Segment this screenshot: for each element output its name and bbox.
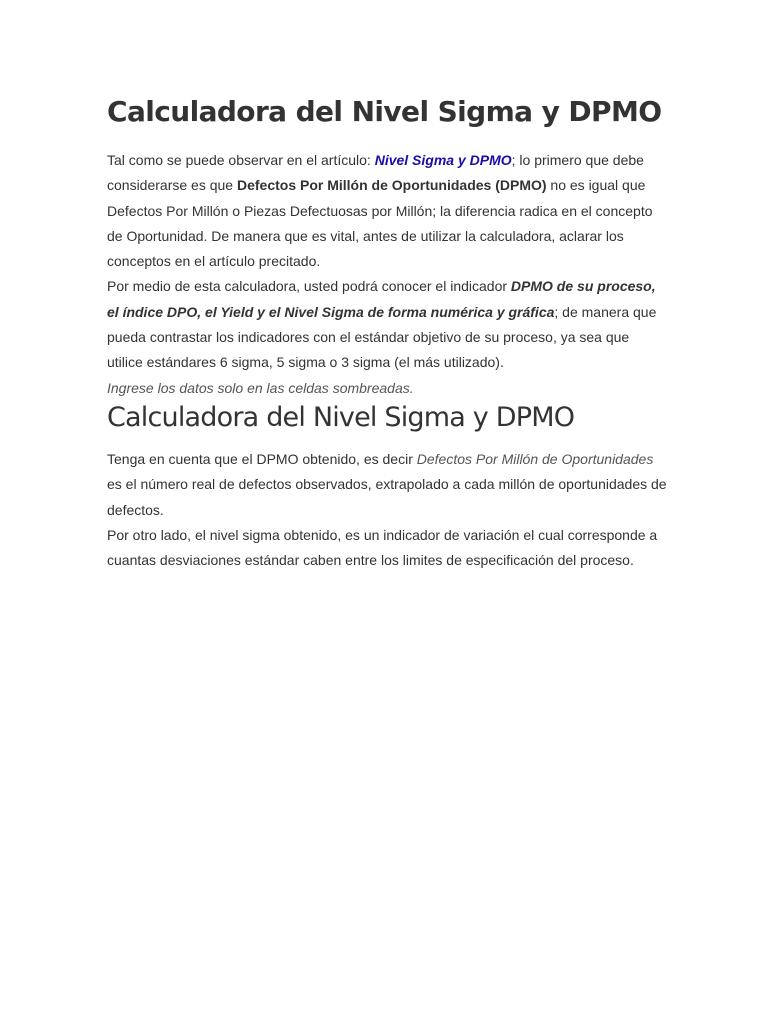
intro-text: no es igual que Defectos Por Millón o Piezas Defectuosas por Millón; la diferencia radica en el concepto de Oportunidad. De manera que es vital, antes de utilizar la calculadora, aclarar los conceptos en el artículo precitado. bbox=[107, 177, 653, 270]
intro-text: Tal como se puede observar en el artículo: bbox=[107, 152, 375, 168]
intro-paragraph-1 bbox=[107, 148, 667, 274]
indicators-emphasis: DPMO de su proceso, el índice DPO, el Yield y el Nivel Sigma de forma numérica y gráfica bbox=[107, 278, 656, 320]
details-text: Tenga en cuenta que el DPMO obtenido, es decir bbox=[107, 451, 417, 467]
dpmo-term: Defectos Por Millón de Oportunidades (DPMO) bbox=[236, 177, 547, 194]
intro-text: ; de manera que pueda contrastar los indicadores con el estándar objetivo de su proceso, ya sea que utilice estándares 6 sigma, 5 sigma o 3 sigma (el más utilizado). bbox=[107, 303, 657, 371]
details-paragraph-2: Por otro lado, el nivel sigma obtenido, es un indicador de variación el cual corresponde a cuantas desviaciones estándar caben entre los limites de especificación del proceso. bbox=[107, 526, 658, 569]
nivel-sigma-link[interactable]: Nivel Sigma y DPMO bbox=[374, 152, 512, 168]
section-subtitle: Calculadora del Nivel Sigma y DPMO bbox=[107, 402, 575, 433]
input-instruction: Ingrese los datos solo en las celdas sombreadas. bbox=[107, 379, 414, 396]
intro-paragraph-2 bbox=[107, 274, 667, 375]
details-section bbox=[107, 447, 667, 573]
details-paragraph-1 bbox=[107, 447, 667, 523]
page-title: Calculadora del Nivel Sigma y DPMO bbox=[107, 95, 662, 128]
details-text: es el número real de defectos observados, extrapolado a cada millón de oportunidades de defectos. bbox=[107, 476, 667, 518]
intro-section bbox=[107, 148, 667, 401]
intro-text: Por medio de esta calculadora, usted podrá conocer el indicador bbox=[107, 278, 511, 295]
intro-text: ; lo primero que debe considerarse es que bbox=[107, 152, 644, 194]
dpmo-italic-term: Defectos Por Millón de Oportunidades bbox=[416, 451, 654, 467]
